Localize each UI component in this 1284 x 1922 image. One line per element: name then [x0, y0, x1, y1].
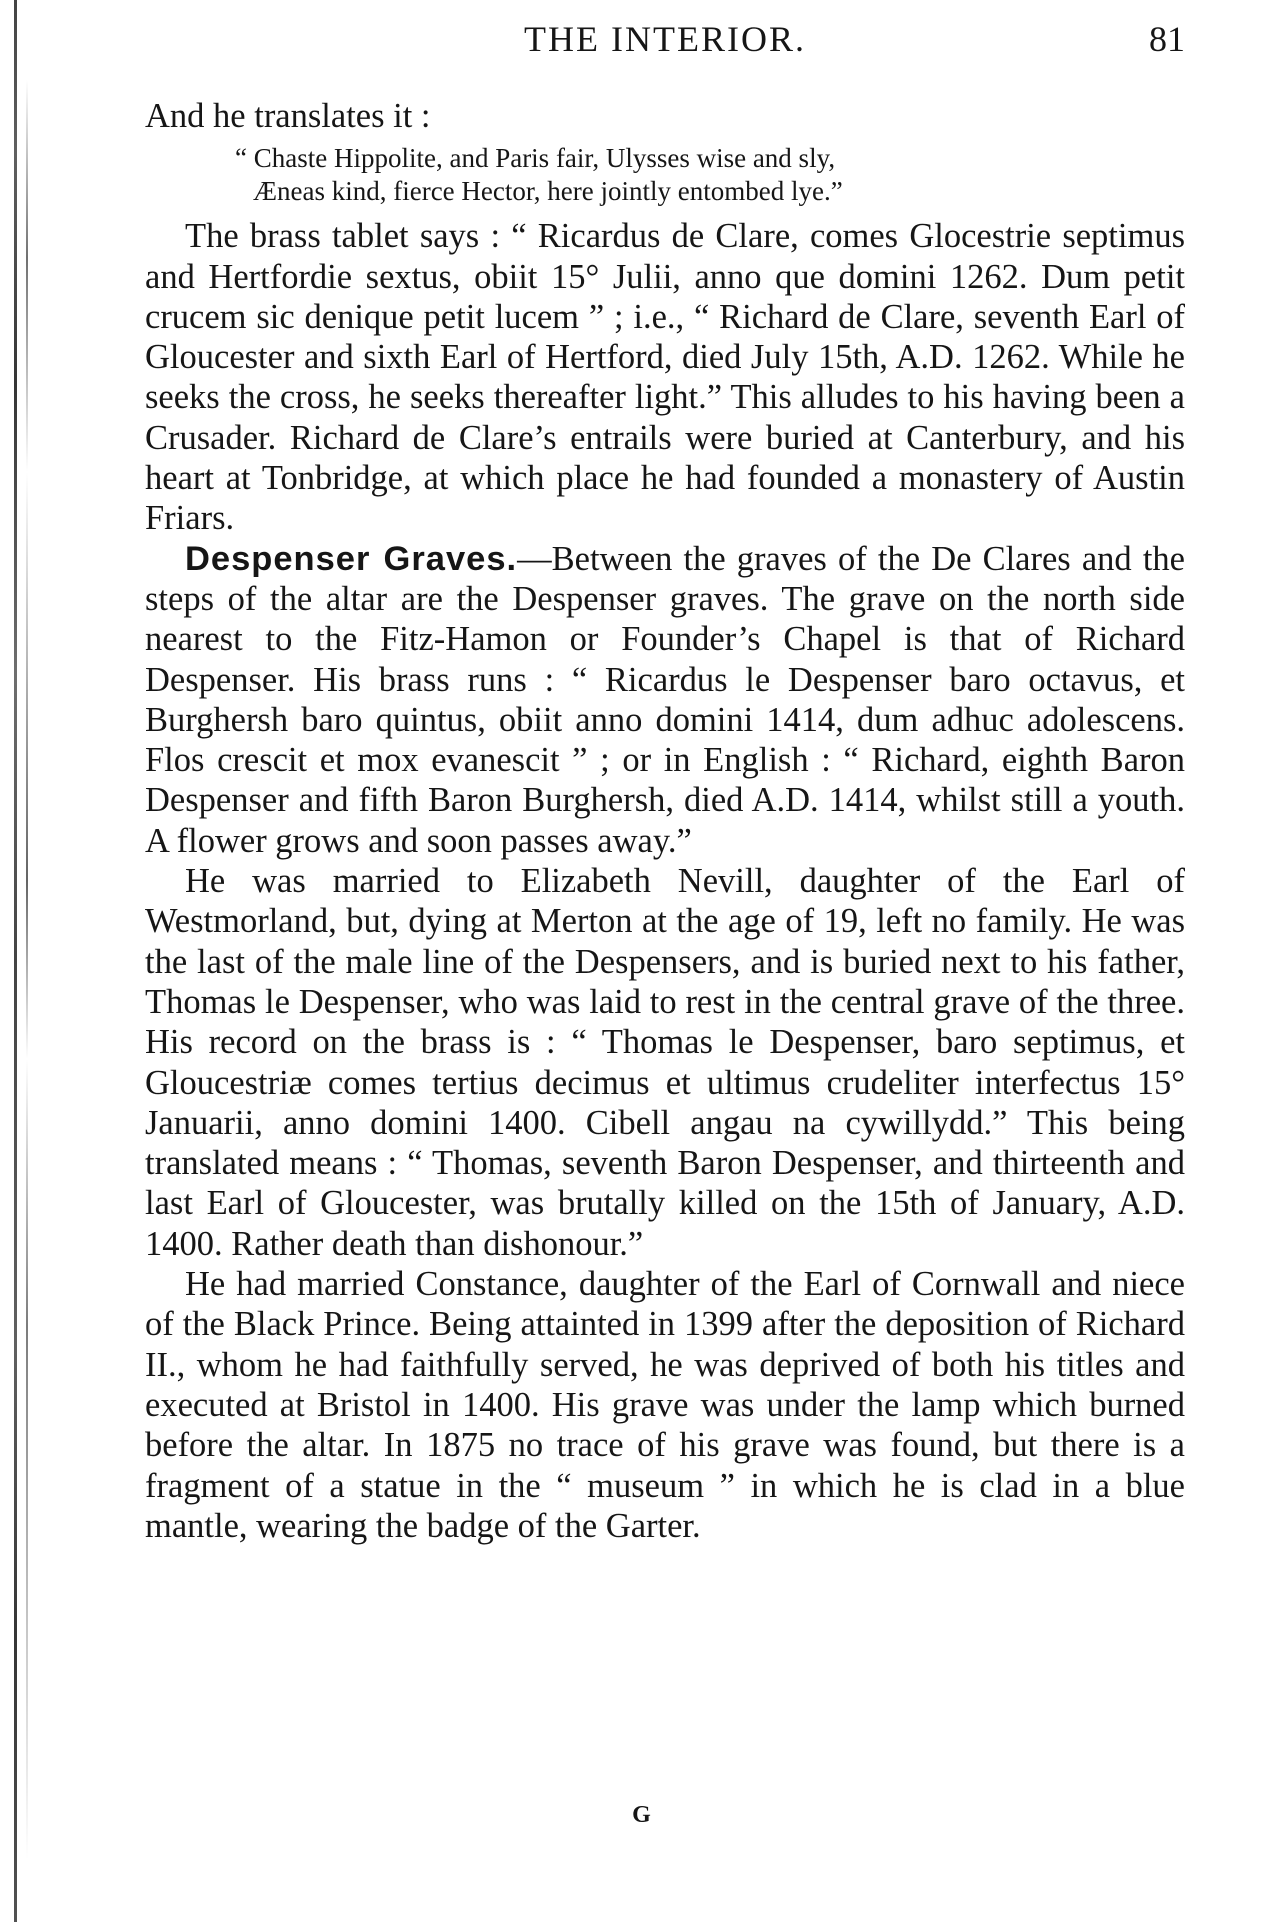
paragraph-married-nevill: He was married to Elizabeth Nevill, daughter of the Earl of Westmorland, but, dying at Merton at the age of 19, left no family. He was the last of the male line of the Despensers, and is buried next to his father, Thomas le Despenser, who was laid to rest in the central grave of the three. His record on the brass is : “ Thomas le Despenser, baro septimus, et Gloucestriæ comes tertius decimus et ultimus crudeliter interfectus 15° Januarii, anno domini 1400. Cibell angau na cywillydd.” This being translated means : “ Thomas, seventh Baron Despenser, and thirteenth and last Earl of Gloucester, was brutally killed on the 15th of January, A.D. 1400. Rather death than dishonour.” — [145, 862, 1185, 1263]
binding-shadow-line — [26, 80, 28, 1860]
running-title: THE INTERIOR. — [524, 19, 806, 59]
body-text — [145, 96, 1185, 1546]
paragraph-despenser-graves — [145, 539, 1185, 861]
intro-line: And he translates it : — [145, 97, 431, 135]
signature-mark: G — [632, 1802, 652, 1828]
paragraph-despenser-body: —Between the graves of the De Clares and the steps of the altar are the Despenser graves. The grave on the north side nearest to the Fitz-Hamon or Founder’s Chapel is that of Richard Despenser. His brass runs : “ Ricardus le Despenser baro octavus, et Burghersh baro quintus, obiit anno domini 1414, dum adhuc adolescens. Flos crescit et mox evanescit ” ; or in English : “ Richard, eighth Baron Despenser and fifth Baron Burghersh, died A.D. 1414, whilst still a youth. A flower grows and soon passes away.” — [145, 539, 1185, 860]
verse-line-1: “ Chaste Hippolite, and Paris fair, Ulysses wise and sly, — [235, 143, 836, 174]
paragraph-brass-tablet: The brass tablet says : “ Ricardus de Clare, comes Glocestrie septimus and Hertfordie sextus, obiit 15° Julii, anno que domini 1262. Dum petit crucem sic denique petit lucem ” ; i.e., “ Richard de Clare, seventh Earl of Gloucester and sixth Earl of Hertford, died July 15th, A.D. 1262. While he seeks the cross, he seeks thereafter light.” This alludes to his having been a Crusader. Richard de Clare’s entrails were buried at Canterbury, and his heart at Tonbridge, at which place he had founded a monastery of Austin Friars. — [145, 217, 1185, 538]
binding-gutter-line — [14, 0, 17, 1922]
page-number: 81 — [1149, 19, 1185, 59]
section-heading-despenser-graves: Despenser Graves. — [185, 539, 518, 578]
paragraph-married-constance: He had married Constance, daughter of the Earl of Cornwall and niece of the Black Prince. Being attainted in 1399 after the deposition of Richard II., whom he had faithfully served, he was deprived of both his titles and executed at Bristol in 1400. His grave was under the lamp which burned before the altar. In 1875 no trace of his grave was found, but there is a fragment of a statue in the “ museum ” in which he is clad in a blue mantle, wearing the badge of the Garter. — [145, 1265, 1185, 1545]
running-head — [145, 18, 1185, 62]
verse-quotation — [235, 142, 1185, 208]
verse-line-2: Æneas kind, fierce Hector, here jointly entombed lye.” — [253, 176, 843, 207]
